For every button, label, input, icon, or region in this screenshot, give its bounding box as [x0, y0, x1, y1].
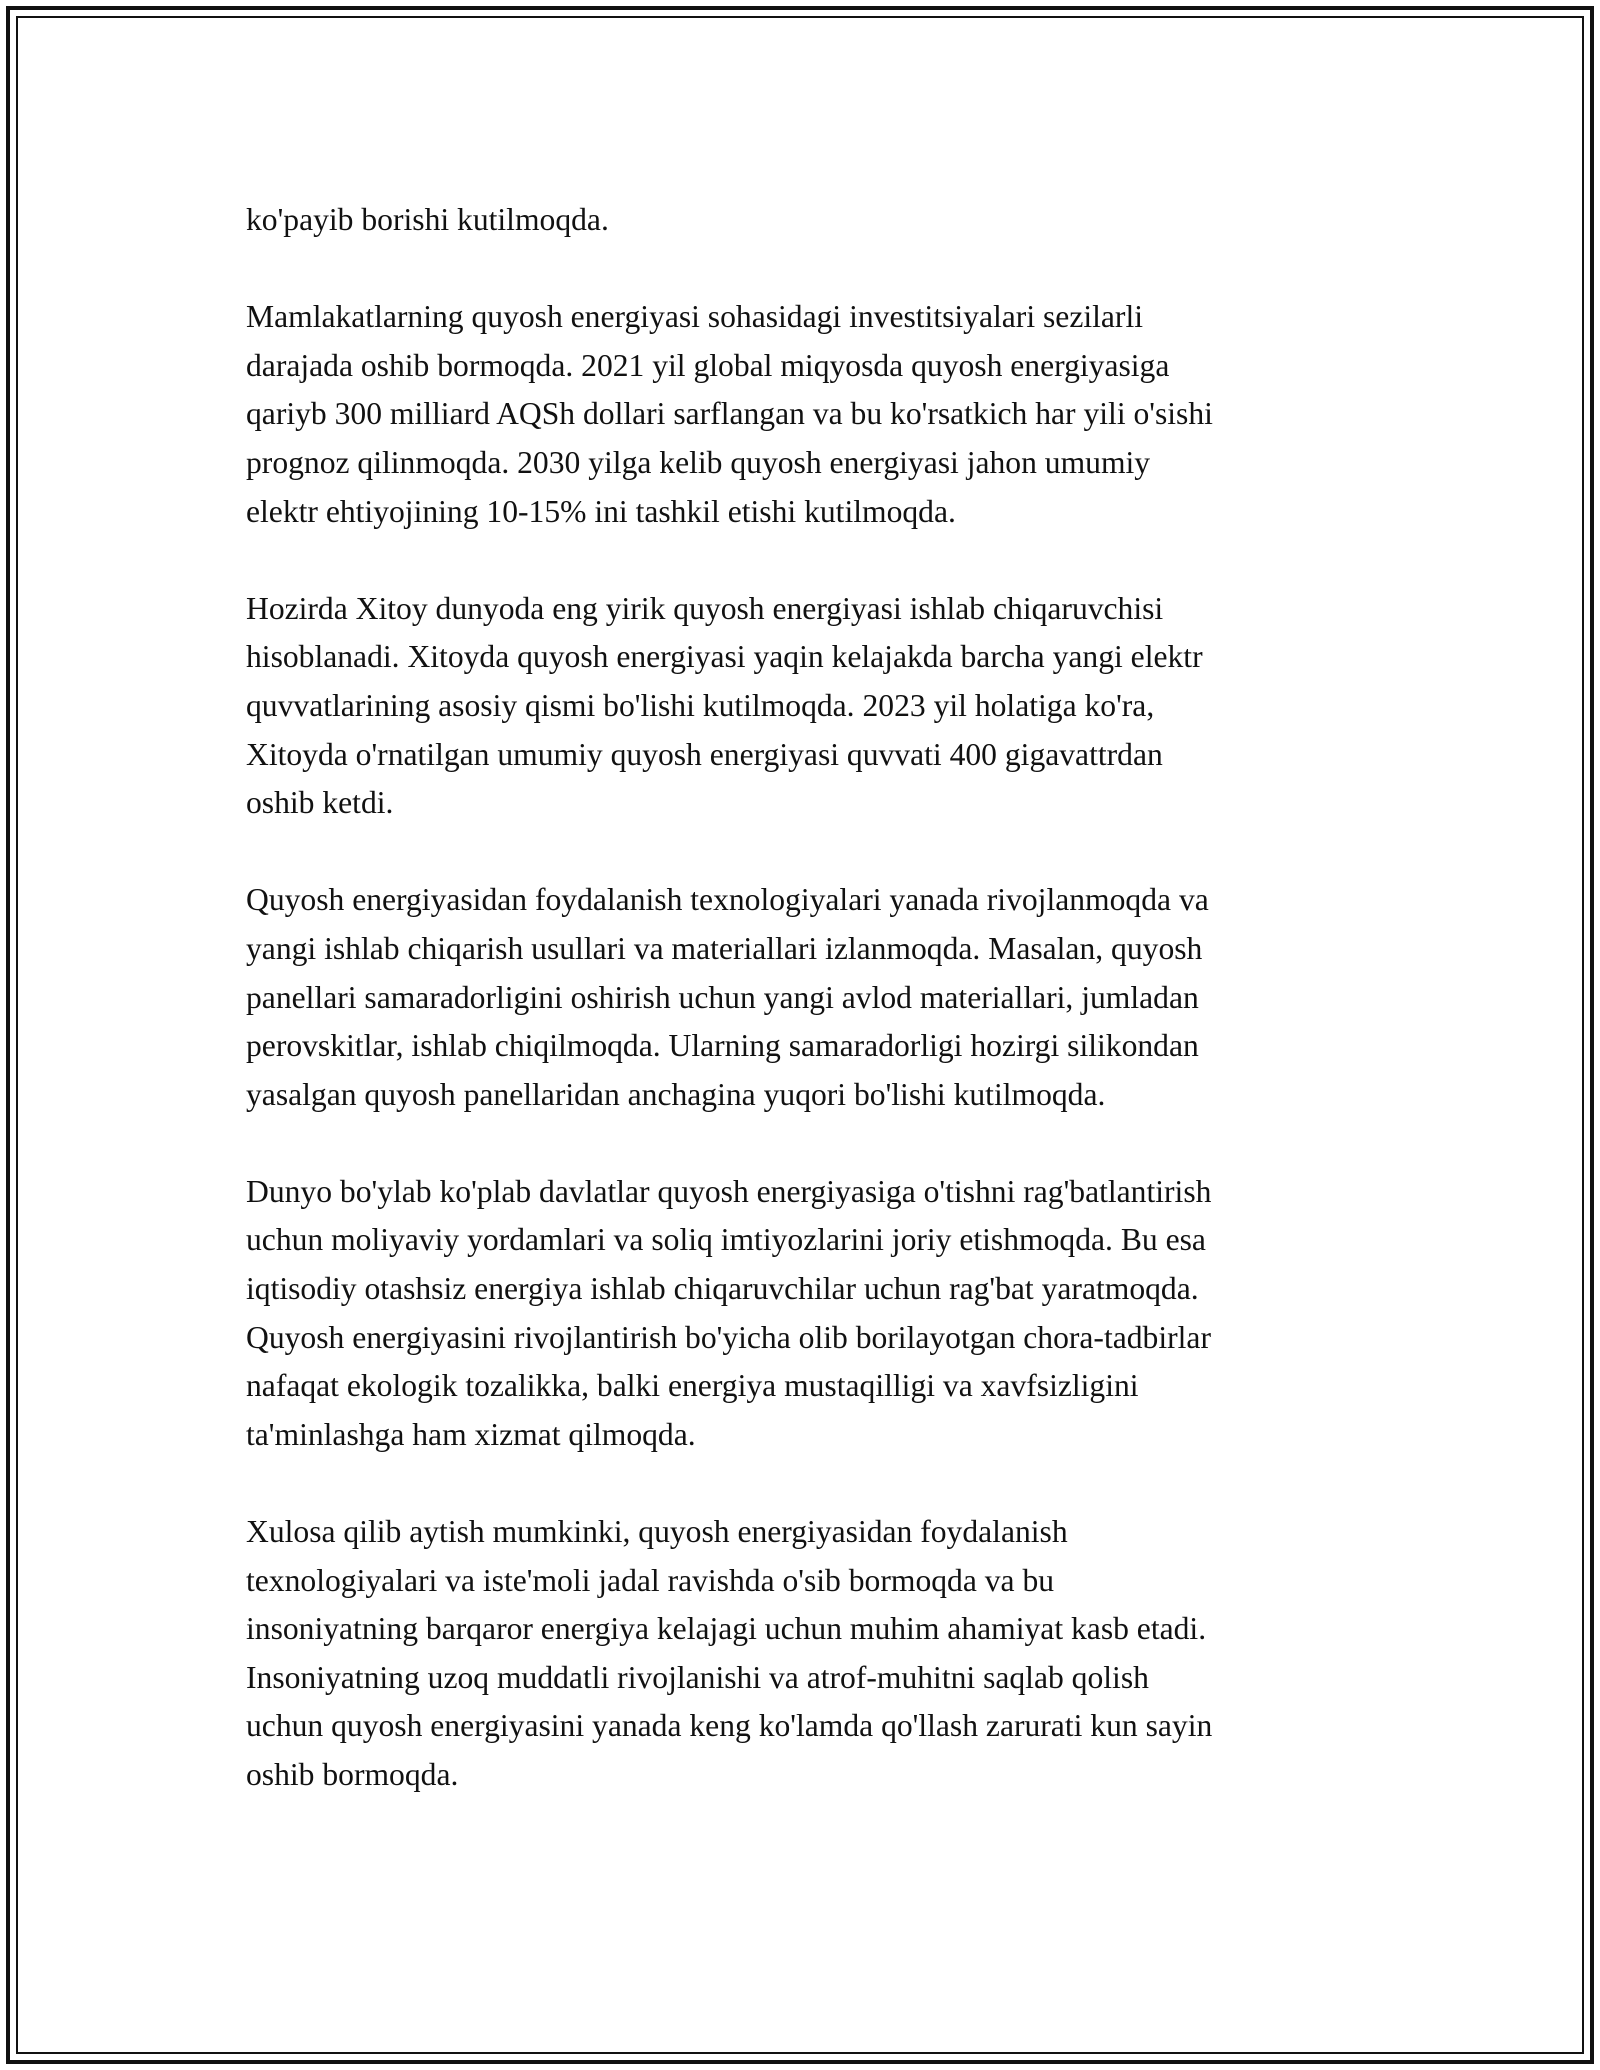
paragraph-4: Quyosh energiyasidan foydalanish texnologiyalari yanada rivojlanmoqda va yangi ishlab chiqarish usullari va materiallari izlanmoqda. Masalan, quyosh panellari samaradorligini oshirish uchun yangi avlod materiallari, jumladan perovskitlar, ishlab chiqilmoqda. Ularning samaradorligi hozirgi silikondan yasalgan quyosh panellaridan anchagina yuqori bo'lishi kutilmoqda.	[246, 882, 1209, 1112]
paragraph-2: Mamlakatlarning quyosh energiyasi sohasidagi investitsiyalari sezilarli darajada oshib bormoqda. 2021 yil global miqyosda quyosh energiyasiga qariyb 300 milliard AQSh dollari sarflangan va bu ko'rsatkich har yili o'sishi prognoz qilinmoqda. 2030 yilga kelib quyosh energiyasi jahon umumiy elektr ehtiyojining 10-15% ini tashkil etishi kutilmoqda.	[246, 299, 1213, 529]
paragraph-6: Xulosa qilib aytish mumkinki, quyosh energiyasidan foydalanish texnologiyalari va iste'moli jadal ravishda o'sib bormoqda va bu insoniyatning barqaror energiya kelajagi uchun muhim ahamiyat kasb etadi. Insoniyatning uzoq muddatli rivojlanishi va atrof-muhitni saqlab qolish uchun quyosh energiyasini yanada keng ko'lamda qo'llash zarurati kun sayin oshib bormoqda.	[246, 1514, 1213, 1792]
paragraph-5: Dunyo bo'ylab ko'plab davlatlar quyosh energiyasiga o'tishni rag'batlantirish uchun moliyaviy yordamlari va soliq imtiyozlarini joriy etishmoqda. Bu esa iqtisodiy otashsiz energiya ishlab chiqaruvchilar uchun rag'bat yaratmoqda. Quyosh energiyasini rivojlantirish bo'yicha olib borilayotgan chora-tadbirlar nafaqat ekologik tozalikka, balki energiya mustaqilligi va xavfsizligini ta'minlashga ham xizmat qilmoqda.	[246, 1173, 1212, 1452]
paragraph-1: ko'payib borishi kutilmoqda.	[246, 202, 609, 237]
page-frame	[6, 6, 1594, 2064]
paragraph-3: Hozirda Xitoy dunyoda eng yirik quyosh energiyasi ishlab chiqaruvchisi hisoblanadi. Xitoyda quyosh energiyasi yaqin kelajakda barcha yangi elektr quvvatlarining asosiy qismi bo'lishi kutilmoqda. 2023 yil holatiga ko'ra, Xitoyda o'rnatilgan umumiy quyosh energiyasi quvvati 400 gigavattrdan oshib ketdi.	[246, 590, 1203, 821]
document-body	[246, 196, 1406, 1800]
